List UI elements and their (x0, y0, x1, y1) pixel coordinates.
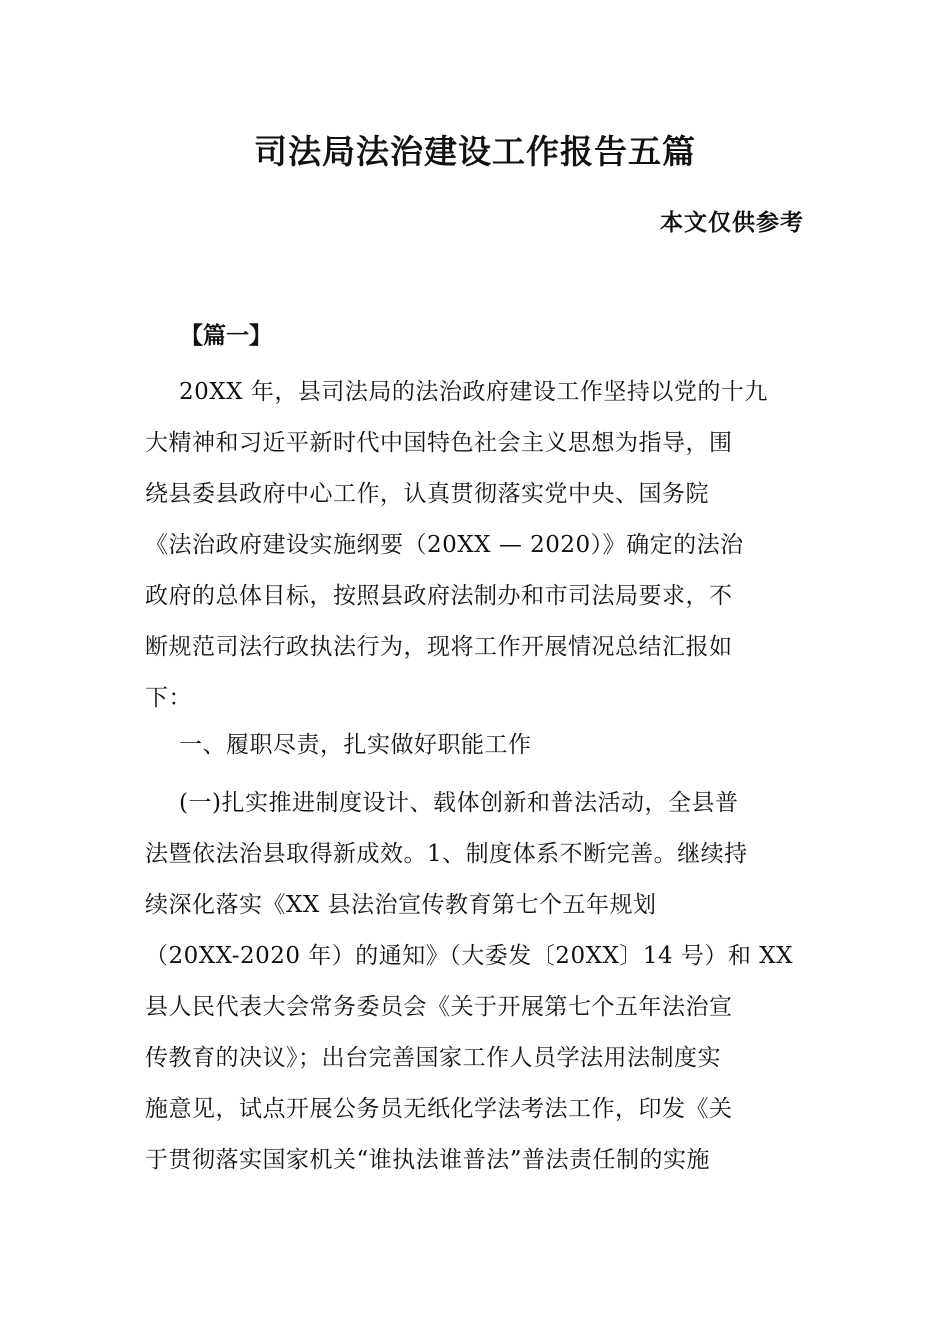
paragraph-line: 《法治政府建设实施纲要（20XX — 2020）》确定的法治 (145, 532, 744, 558)
paragraph-line: 政府的总体目标，按照县政府法制办和市司法局要求，不 (145, 583, 733, 609)
paragraph-line: 施意见，试点开展公务员无纸化学法考法工作，印发《关 (145, 1096, 733, 1122)
paragraph-line: （20XX-2020 年）的通知》（大委发〔20XX〕14 号）和 XX (145, 943, 793, 969)
paragraph-line: 20XX 年，县司法局的法治政府建设工作坚持以党的十九 (179, 379, 768, 405)
paragraph-line: 法暨依法治县取得新成效。1、制度体系不断完善。继续持 (145, 841, 748, 867)
subheading: 一、履职尽责，扎实做好职能工作 (179, 732, 532, 758)
document-subtitle: 本文仅供参考 (660, 209, 804, 236)
paragraph-line: 传教育的决议》；出台完善国家工作人员学法用法制度实 (145, 1045, 721, 1071)
paragraph-line: 大精神和习近平新时代中国特色社会主义思想为指导，围 (145, 430, 733, 456)
section-heading: 【篇一】 (180, 322, 272, 349)
paragraph-line: 续深化落实《XX 县法治宣传教育第七个五年规划 (145, 892, 657, 918)
heading-1 (145, 720, 805, 771)
document-title: 司法局法治建设工作报告五篇 (254, 132, 696, 171)
paragraph-line: 绕县委县政府中心工作，认真贯彻落实党中央、国务院 (145, 481, 709, 507)
paragraph-line: (一)扎实推进制度设计、载体创新和普法活动，全县普 (179, 790, 739, 816)
paragraph-line: 县人民代表大会常务委员会《关于开展第七个五年法治宣 (145, 994, 733, 1020)
paragraph-line: 下： (145, 685, 192, 711)
paragraph-line: 断规范司法行政执法行为，现将工作开展情况总结汇报如 (145, 634, 733, 660)
paragraph-line: 于贯彻落实国家机关“谁执法谁普法”普法责任制的实施 (145, 1147, 711, 1173)
paragraph-1 (145, 367, 805, 724)
paragraph-2 (145, 778, 805, 1186)
